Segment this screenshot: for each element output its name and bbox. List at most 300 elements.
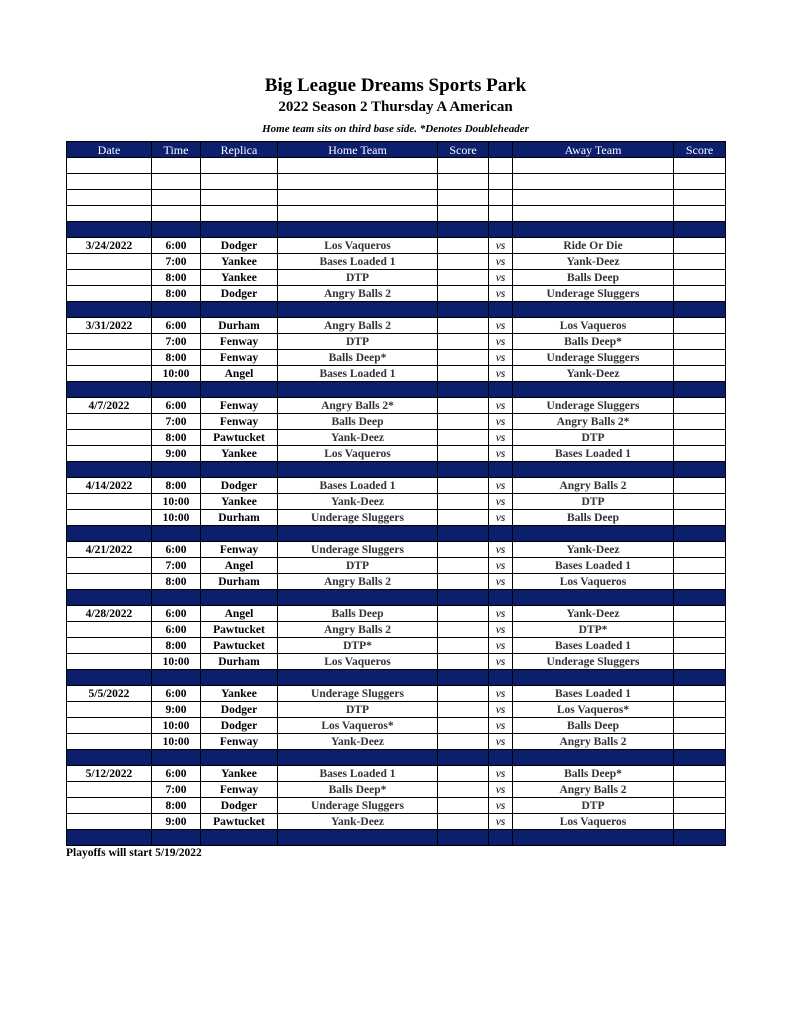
blank-cell bbox=[489, 158, 513, 174]
date-cell: 5/12/2022 bbox=[67, 766, 152, 782]
col-header-time: Time bbox=[152, 142, 201, 158]
away-score-cell bbox=[674, 510, 726, 526]
blank-row bbox=[67, 174, 726, 190]
col-header-home-team: Home Team bbox=[278, 142, 438, 158]
separator-cell bbox=[278, 462, 438, 478]
away-score-cell bbox=[674, 286, 726, 302]
separator-cell bbox=[674, 750, 726, 766]
separator-cell bbox=[674, 830, 726, 846]
date-cell bbox=[67, 734, 152, 750]
separator-cell bbox=[489, 302, 513, 318]
week-separator-row bbox=[67, 590, 726, 606]
away-team-cell: Yank-Deez bbox=[513, 606, 674, 622]
away-score-cell bbox=[674, 558, 726, 574]
vs-cell: vs bbox=[489, 318, 513, 334]
game-row bbox=[67, 318, 726, 334]
away-team-cell: Angry Balls 2 bbox=[513, 478, 674, 494]
header-row bbox=[67, 142, 726, 158]
home-score-cell bbox=[438, 766, 489, 782]
home-team-cell: Bases Loaded 1 bbox=[278, 254, 438, 270]
separator-cell bbox=[438, 830, 489, 846]
time-cell: 8:00 bbox=[152, 286, 201, 302]
replica-cell: Dodger bbox=[201, 238, 278, 254]
vs-cell: vs bbox=[489, 734, 513, 750]
away-score-cell bbox=[674, 398, 726, 414]
time-cell: 8:00 bbox=[152, 638, 201, 654]
time-cell: 8:00 bbox=[152, 798, 201, 814]
blank-cell bbox=[438, 174, 489, 190]
week-separator-row bbox=[67, 302, 726, 318]
separator-cell bbox=[201, 830, 278, 846]
home-score-cell bbox=[438, 254, 489, 270]
away-score-cell bbox=[674, 318, 726, 334]
away-score-cell bbox=[674, 238, 726, 254]
time-cell: 9:00 bbox=[152, 814, 201, 830]
game-row bbox=[67, 622, 726, 638]
separator-cell bbox=[67, 750, 152, 766]
separator-cell bbox=[278, 222, 438, 238]
home-score-cell bbox=[438, 702, 489, 718]
date-cell bbox=[67, 782, 152, 798]
home-team-cell: DTP bbox=[278, 702, 438, 718]
game-row bbox=[67, 270, 726, 286]
vs-cell: vs bbox=[489, 766, 513, 782]
blank-cell bbox=[278, 174, 438, 190]
date-cell bbox=[67, 286, 152, 302]
away-team-cell: Underage Sluggers bbox=[513, 654, 674, 670]
blank-row bbox=[67, 206, 726, 222]
date-cell bbox=[67, 702, 152, 718]
home-score-cell bbox=[438, 814, 489, 830]
away-team-cell: DTP* bbox=[513, 622, 674, 638]
separator-cell bbox=[201, 526, 278, 542]
col-header-date: Date bbox=[67, 142, 152, 158]
vs-cell: vs bbox=[489, 270, 513, 286]
game-row bbox=[67, 798, 726, 814]
separator-cell bbox=[489, 830, 513, 846]
date-cell bbox=[67, 798, 152, 814]
separator-cell bbox=[674, 590, 726, 606]
separator-cell bbox=[438, 462, 489, 478]
home-team-cell: Underage Sluggers bbox=[278, 510, 438, 526]
game-row bbox=[67, 766, 726, 782]
home-team-cell: Underage Sluggers bbox=[278, 542, 438, 558]
date-cell: 3/24/2022 bbox=[67, 238, 152, 254]
time-cell: 6:00 bbox=[152, 622, 201, 638]
vs-cell: vs bbox=[489, 510, 513, 526]
separator-cell bbox=[674, 526, 726, 542]
home-score-cell bbox=[438, 686, 489, 702]
replica-cell: Dodger bbox=[201, 478, 278, 494]
away-score-cell bbox=[674, 414, 726, 430]
time-cell: 6:00 bbox=[152, 398, 201, 414]
replica-cell: Yankee bbox=[201, 270, 278, 286]
blank-cell bbox=[67, 190, 152, 206]
time-cell: 6:00 bbox=[152, 318, 201, 334]
separator-cell bbox=[674, 462, 726, 478]
home-score-cell bbox=[438, 446, 489, 462]
blank-cell bbox=[67, 174, 152, 190]
replica-cell: Fenway bbox=[201, 398, 278, 414]
date-cell bbox=[67, 334, 152, 350]
separator-cell bbox=[438, 526, 489, 542]
separator-cell bbox=[278, 590, 438, 606]
week-separator-row bbox=[67, 382, 726, 398]
separator-cell bbox=[201, 382, 278, 398]
home-team-cell: Underage Sluggers bbox=[278, 686, 438, 702]
home-team-cell: Balls Deep* bbox=[278, 782, 438, 798]
date-cell: 4/7/2022 bbox=[67, 398, 152, 414]
replica-cell: Angel bbox=[201, 558, 278, 574]
home-score-cell bbox=[438, 542, 489, 558]
home-score-cell bbox=[438, 510, 489, 526]
home-score-cell bbox=[438, 350, 489, 366]
blank-cell bbox=[674, 158, 726, 174]
home-score-cell bbox=[438, 334, 489, 350]
home-team-cell: Angry Balls 2 bbox=[278, 318, 438, 334]
vs-cell: vs bbox=[489, 782, 513, 798]
blank-row bbox=[67, 190, 726, 206]
replica-cell: Fenway bbox=[201, 782, 278, 798]
blank-cell bbox=[278, 206, 438, 222]
blank-cell bbox=[674, 206, 726, 222]
playoffs-note: Playoffs will start 5/19/2022 bbox=[66, 847, 202, 859]
home-score-cell bbox=[438, 638, 489, 654]
home-team-cell: DTP bbox=[278, 334, 438, 350]
separator-cell bbox=[513, 750, 674, 766]
away-score-cell bbox=[674, 574, 726, 590]
vs-cell: vs bbox=[489, 494, 513, 510]
blank-row bbox=[67, 158, 726, 174]
separator-cell bbox=[152, 670, 201, 686]
blank-cell bbox=[674, 190, 726, 206]
blank-cell bbox=[67, 158, 152, 174]
date-cell bbox=[67, 638, 152, 654]
vs-cell: vs bbox=[489, 286, 513, 302]
vs-cell: vs bbox=[489, 334, 513, 350]
game-row bbox=[67, 814, 726, 830]
away-team-cell: Underage Sluggers bbox=[513, 398, 674, 414]
blank-cell bbox=[201, 206, 278, 222]
home-score-cell bbox=[438, 622, 489, 638]
blank-cell bbox=[513, 174, 674, 190]
separator-cell bbox=[278, 526, 438, 542]
replica-cell: Pawtucket bbox=[201, 430, 278, 446]
replica-cell: Angel bbox=[201, 366, 278, 382]
date-cell bbox=[67, 494, 152, 510]
vs-cell: vs bbox=[489, 350, 513, 366]
time-cell: 7:00 bbox=[152, 782, 201, 798]
separator-cell bbox=[152, 382, 201, 398]
separator-cell bbox=[513, 590, 674, 606]
blank-cell bbox=[438, 190, 489, 206]
away-score-cell bbox=[674, 686, 726, 702]
game-row bbox=[67, 686, 726, 702]
replica-cell: Fenway bbox=[201, 350, 278, 366]
replica-cell: Yankee bbox=[201, 446, 278, 462]
separator-cell bbox=[489, 222, 513, 238]
blank-cell bbox=[152, 190, 201, 206]
game-row bbox=[67, 254, 726, 270]
separator-cell bbox=[489, 670, 513, 686]
home-score-cell bbox=[438, 478, 489, 494]
replica-cell: Yankee bbox=[201, 686, 278, 702]
away-team-cell: Los Vaqueros bbox=[513, 318, 674, 334]
vs-cell: vs bbox=[489, 606, 513, 622]
home-score-cell bbox=[438, 654, 489, 670]
separator-cell bbox=[489, 750, 513, 766]
separator-cell bbox=[489, 526, 513, 542]
date-cell bbox=[67, 366, 152, 382]
separator-cell bbox=[67, 670, 152, 686]
away-team-cell: Angry Balls 2* bbox=[513, 414, 674, 430]
separator-cell bbox=[67, 526, 152, 542]
away-score-cell bbox=[674, 718, 726, 734]
away-score-cell bbox=[674, 542, 726, 558]
away-team-cell: DTP bbox=[513, 494, 674, 510]
game-row bbox=[67, 350, 726, 366]
home-team-cell: DTP* bbox=[278, 638, 438, 654]
time-cell: 8:00 bbox=[152, 350, 201, 366]
separator-cell bbox=[201, 222, 278, 238]
blank-cell bbox=[438, 158, 489, 174]
separator-cell bbox=[67, 462, 152, 478]
separator-cell bbox=[438, 222, 489, 238]
separator-cell bbox=[489, 590, 513, 606]
separator-cell bbox=[67, 382, 152, 398]
separator-cell bbox=[674, 670, 726, 686]
home-team-cell: Bases Loaded 1 bbox=[278, 366, 438, 382]
date-cell: 4/14/2022 bbox=[67, 478, 152, 494]
separator-cell bbox=[438, 302, 489, 318]
game-row bbox=[67, 494, 726, 510]
date-cell bbox=[67, 350, 152, 366]
game-row bbox=[67, 702, 726, 718]
replica-cell: Pawtucket bbox=[201, 622, 278, 638]
away-score-cell bbox=[674, 254, 726, 270]
time-cell: 7:00 bbox=[152, 334, 201, 350]
home-score-cell bbox=[438, 318, 489, 334]
away-team-cell: Bases Loaded 1 bbox=[513, 638, 674, 654]
replica-cell: Yankee bbox=[201, 766, 278, 782]
date-cell: 5/5/2022 bbox=[67, 686, 152, 702]
separator-cell bbox=[201, 670, 278, 686]
home-score-cell bbox=[438, 238, 489, 254]
replica-cell: Fenway bbox=[201, 734, 278, 750]
time-cell: 7:00 bbox=[152, 558, 201, 574]
vs-cell: vs bbox=[489, 718, 513, 734]
home-score-cell bbox=[438, 414, 489, 430]
time-cell: 6:00 bbox=[152, 542, 201, 558]
replica-cell: Dodger bbox=[201, 286, 278, 302]
time-cell: 10:00 bbox=[152, 718, 201, 734]
away-score-cell bbox=[674, 606, 726, 622]
home-team-cell: DTP bbox=[278, 558, 438, 574]
separator-cell bbox=[513, 462, 674, 478]
blank-cell bbox=[513, 158, 674, 174]
time-cell: 9:00 bbox=[152, 446, 201, 462]
vs-cell: vs bbox=[489, 654, 513, 670]
date-cell: 4/21/2022 bbox=[67, 542, 152, 558]
time-cell: 10:00 bbox=[152, 734, 201, 750]
replica-cell: Fenway bbox=[201, 334, 278, 350]
home-team-cell: Bases Loaded 1 bbox=[278, 478, 438, 494]
vs-cell: vs bbox=[489, 622, 513, 638]
away-team-cell: Yank-Deez bbox=[513, 254, 674, 270]
game-row bbox=[67, 510, 726, 526]
away-score-cell bbox=[674, 334, 726, 350]
blank-cell bbox=[278, 190, 438, 206]
blank-cell bbox=[152, 158, 201, 174]
game-row bbox=[67, 334, 726, 350]
separator-cell bbox=[152, 750, 201, 766]
home-team-cell: Balls Deep bbox=[278, 414, 438, 430]
away-team-cell: Los Vaqueros bbox=[513, 814, 674, 830]
home-team-cell: Yank-Deez bbox=[278, 494, 438, 510]
away-team-cell: DTP bbox=[513, 430, 674, 446]
col-header-home-score: Score bbox=[438, 142, 489, 158]
game-row bbox=[67, 638, 726, 654]
date-cell bbox=[67, 414, 152, 430]
separator-cell bbox=[513, 526, 674, 542]
replica-cell: Yankee bbox=[201, 494, 278, 510]
home-team-cell: Los Vaqueros bbox=[278, 446, 438, 462]
away-team-cell: Balls Deep bbox=[513, 510, 674, 526]
separator-cell bbox=[152, 462, 201, 478]
blank-cell bbox=[152, 206, 201, 222]
blank-cell bbox=[489, 174, 513, 190]
game-row bbox=[67, 542, 726, 558]
separator-cell bbox=[438, 670, 489, 686]
separator-cell bbox=[674, 382, 726, 398]
replica-cell: Durham bbox=[201, 510, 278, 526]
date-cell bbox=[67, 254, 152, 270]
vs-cell: vs bbox=[489, 814, 513, 830]
time-cell: 10:00 bbox=[152, 654, 201, 670]
away-team-cell: Los Vaqueros bbox=[513, 574, 674, 590]
game-row bbox=[67, 414, 726, 430]
away-score-cell bbox=[674, 446, 726, 462]
blank-cell bbox=[201, 174, 278, 190]
replica-cell: Dodger bbox=[201, 702, 278, 718]
home-team-cell: Los Vaqueros bbox=[278, 654, 438, 670]
game-row bbox=[67, 734, 726, 750]
time-cell: 6:00 bbox=[152, 606, 201, 622]
away-team-cell: Underage Sluggers bbox=[513, 350, 674, 366]
separator-cell bbox=[152, 830, 201, 846]
time-cell: 8:00 bbox=[152, 478, 201, 494]
away-team-cell: Yank-Deez bbox=[513, 366, 674, 382]
separator-cell bbox=[674, 302, 726, 318]
home-team-cell: Yank-Deez bbox=[278, 734, 438, 750]
game-row bbox=[67, 718, 726, 734]
replica-cell: Dodger bbox=[201, 718, 278, 734]
game-row bbox=[67, 238, 726, 254]
separator-cell bbox=[201, 750, 278, 766]
time-cell: 8:00 bbox=[152, 574, 201, 590]
away-team-cell: Bases Loaded 1 bbox=[513, 686, 674, 702]
schedule-body bbox=[67, 158, 726, 846]
away-score-cell bbox=[674, 814, 726, 830]
separator-cell bbox=[278, 830, 438, 846]
home-team-cell: Yank-Deez bbox=[278, 430, 438, 446]
home-score-cell bbox=[438, 366, 489, 382]
col-header-vs bbox=[489, 142, 513, 158]
separator-cell bbox=[278, 670, 438, 686]
separator-cell bbox=[489, 462, 513, 478]
blank-cell bbox=[278, 158, 438, 174]
vs-cell: vs bbox=[489, 254, 513, 270]
away-score-cell bbox=[674, 430, 726, 446]
away-team-cell: Ride Or Die bbox=[513, 238, 674, 254]
vs-cell: vs bbox=[489, 238, 513, 254]
time-cell: 6:00 bbox=[152, 766, 201, 782]
date-cell bbox=[67, 270, 152, 286]
blank-cell bbox=[67, 206, 152, 222]
schedule-table bbox=[66, 141, 726, 846]
date-cell bbox=[67, 814, 152, 830]
away-score-cell bbox=[674, 350, 726, 366]
separator-cell bbox=[513, 302, 674, 318]
blank-cell bbox=[201, 190, 278, 206]
separator-cell bbox=[152, 302, 201, 318]
time-cell: 6:00 bbox=[152, 238, 201, 254]
separator-cell bbox=[201, 302, 278, 318]
date-cell bbox=[67, 718, 152, 734]
blank-cell bbox=[201, 158, 278, 174]
time-cell: 7:00 bbox=[152, 254, 201, 270]
home-team-cell: Yank-Deez bbox=[278, 814, 438, 830]
home-score-cell bbox=[438, 430, 489, 446]
date-cell bbox=[67, 558, 152, 574]
home-team-cell: Angry Balls 2 bbox=[278, 622, 438, 638]
col-header-away-score: Score bbox=[674, 142, 726, 158]
date-cell bbox=[67, 510, 152, 526]
game-row bbox=[67, 478, 726, 494]
date-cell bbox=[67, 622, 152, 638]
replica-cell: Pawtucket bbox=[201, 638, 278, 654]
vs-cell: vs bbox=[489, 574, 513, 590]
separator-cell bbox=[438, 750, 489, 766]
week-separator-row bbox=[67, 222, 726, 238]
vs-cell: vs bbox=[489, 638, 513, 654]
home-score-cell bbox=[438, 286, 489, 302]
away-score-cell bbox=[674, 366, 726, 382]
away-team-cell: Balls Deep* bbox=[513, 766, 674, 782]
away-score-cell bbox=[674, 478, 726, 494]
week-separator-row bbox=[67, 526, 726, 542]
vs-cell: vs bbox=[489, 798, 513, 814]
date-cell: 3/31/2022 bbox=[67, 318, 152, 334]
separator-cell bbox=[278, 302, 438, 318]
replica-cell: Angel bbox=[201, 606, 278, 622]
time-cell: 10:00 bbox=[152, 494, 201, 510]
replica-cell: Durham bbox=[201, 654, 278, 670]
home-score-cell bbox=[438, 270, 489, 286]
game-row bbox=[67, 398, 726, 414]
game-row bbox=[67, 574, 726, 590]
home-score-cell bbox=[438, 734, 489, 750]
separator-cell bbox=[67, 590, 152, 606]
game-row bbox=[67, 366, 726, 382]
replica-cell: Yankee bbox=[201, 254, 278, 270]
vs-cell: vs bbox=[489, 478, 513, 494]
time-cell: 6:00 bbox=[152, 686, 201, 702]
separator-cell bbox=[513, 382, 674, 398]
blank-cell bbox=[513, 206, 674, 222]
vs-cell: vs bbox=[489, 558, 513, 574]
replica-cell: Durham bbox=[201, 318, 278, 334]
